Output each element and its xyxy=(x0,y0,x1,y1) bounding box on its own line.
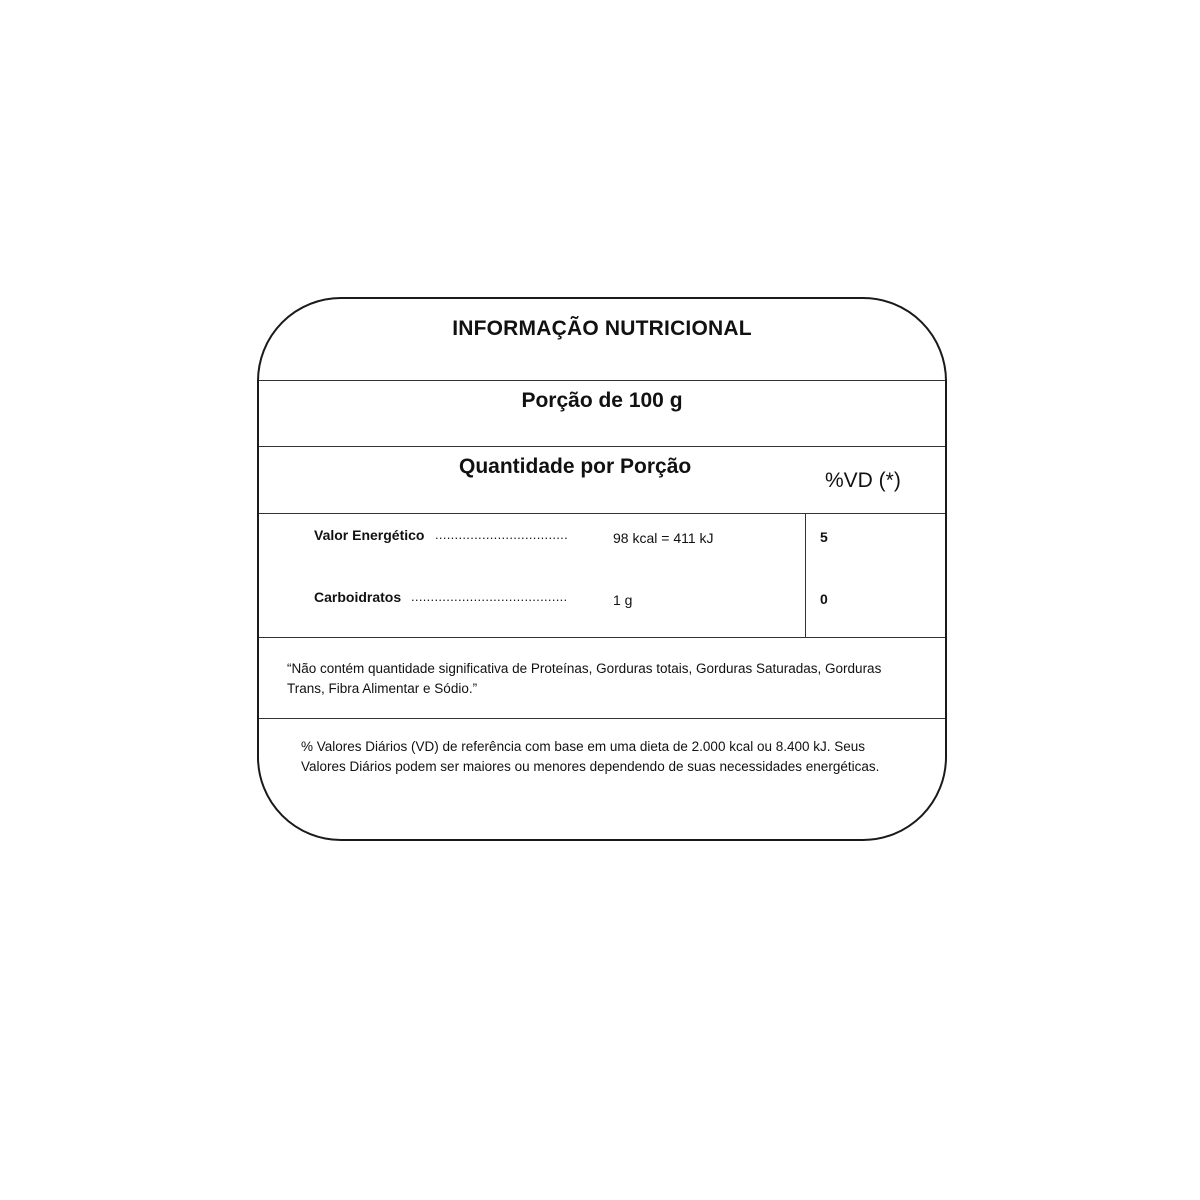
nutrition-facts-panel xyxy=(257,297,947,841)
nutrient-name-energy: Valor Energético xyxy=(314,527,425,543)
divider-title xyxy=(259,380,945,381)
divider-header xyxy=(259,513,945,514)
daily-value-footnote: % Valores Diários (VD) de referência com base em uma dieta de 2.000 kcal ou 8.400 kJ. Seus Valores Diários podem ser maiores ou menores dependendo de suas necessidades energéticas. xyxy=(301,739,880,774)
not-significant-note: “Não contém quantidade significativa de Proteínas, Gorduras totais, Gorduras Saturadas, Gorduras Trans, Fibra Alimentar e Sódio.” xyxy=(287,661,882,696)
nutrient-vd-carbs: 0 xyxy=(820,591,828,607)
divider-portion xyxy=(259,446,945,447)
nutrient-vd-energy: 5 xyxy=(820,529,828,545)
nutrient-amount-carbs: 1 g xyxy=(613,592,633,608)
quantity-header: Quantidade por Porção xyxy=(459,455,692,478)
divider-nutrients xyxy=(259,637,945,638)
leader-dots: .................................. xyxy=(435,527,569,542)
nutrient-amount-energy: 98 kcal = 411 kJ xyxy=(613,530,714,546)
divider-note xyxy=(259,718,945,719)
leader-dots: ........................................ xyxy=(411,589,568,604)
portion-size: Porção de 100 g xyxy=(521,389,683,412)
label-title: INFORMAÇÃO NUTRICIONAL xyxy=(452,317,752,340)
nutrient-name-carbs: Carboidratos xyxy=(314,589,402,605)
daily-value-header: %VD (*) xyxy=(825,469,901,492)
column-divider xyxy=(805,513,806,637)
